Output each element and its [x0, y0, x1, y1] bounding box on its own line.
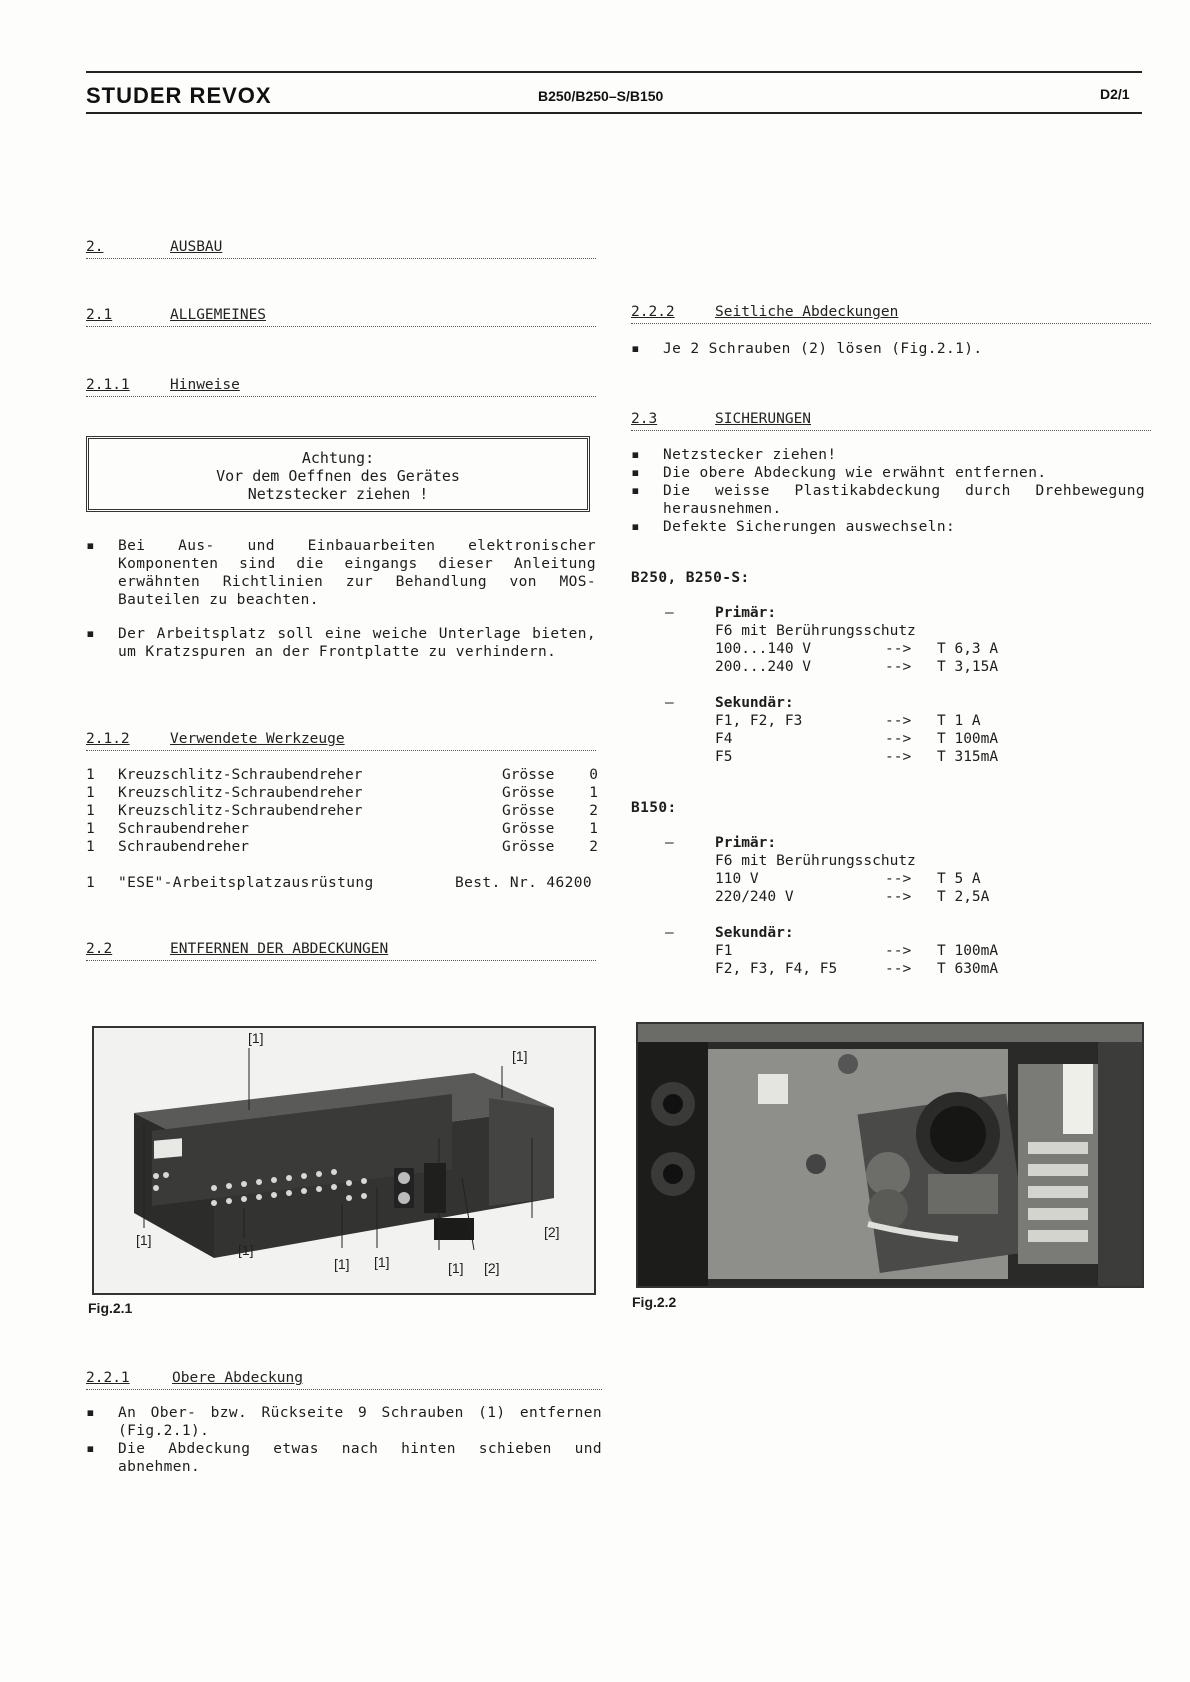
bullet-icon: ▪ [86, 1441, 96, 1457]
callout-label: [1] [448, 1260, 464, 1276]
warning-text: Vor dem Oeffnen des Gerätes [216, 467, 460, 485]
header-rule-bottom [86, 112, 1142, 114]
list-item: ▪ Der Arbeitsplatz soll eine weiche Unterlage bieten, um Kratzspuren an der Frontplatte zu verhindern. [86, 626, 596, 660]
dash-icon: – [665, 925, 674, 941]
figure-2-1 [92, 1026, 596, 1295]
sicherungen-list [631, 446, 1145, 536]
dash-icon: – [665, 695, 674, 711]
fuse-row: 110 V --> T 5 A [715, 871, 981, 887]
dash-icon: – [665, 605, 674, 621]
section-heading-sicherungen [631, 410, 1151, 431]
callout-label: [1] [512, 1048, 528, 1064]
bullet-icon: ▪ [631, 465, 641, 481]
bullet-icon: ▪ [631, 341, 641, 357]
ese-row: 1 "ESE"-Arbeitsplatzausrüstung Best. Nr. 46200 [86, 875, 592, 891]
section-number: 2.2.1 [86, 1370, 130, 1386]
obere-list [86, 1404, 602, 1476]
list-item: ▪ Bei Aus- und Einbauarbeiten elektronischer Komponenten sind die eingangs dieser Anleitung erwähnten Richtlinien zur Behandlung von MOS-Bauteilen zu beachten. [86, 538, 596, 608]
page-number: D2/1 [1100, 86, 1130, 102]
table-row: 1 Kreuzschlitz-Schraubendreher Grösse 2 [86, 803, 598, 819]
amplifier-rear-illustration [94, 1028, 594, 1293]
section-number: 2. [86, 239, 104, 255]
section-heading-obere [86, 1369, 602, 1390]
fuse-row: F1 --> T 100mA [715, 943, 999, 959]
callout-label: [1] [238, 1242, 254, 1258]
table-row: 1 Schraubendreher Grösse 1 [86, 821, 598, 837]
section-title: Verwendete Werkzeuge [170, 731, 345, 747]
fuse-row: F6 mit Berührungsschutz [715, 853, 916, 869]
table-row: 1 Kreuzschlitz-Schraubendreher Grösse 0 [86, 767, 598, 783]
header-rule-top [86, 71, 1142, 73]
fuse-row: F4 --> T 100mA [715, 731, 999, 747]
fuse-row: 100...140 V --> T 6,3 A [715, 641, 999, 657]
spacer [631, 906, 1151, 924]
callout-label: [1] [334, 1256, 350, 1272]
section-number: 2.1.1 [86, 377, 130, 393]
section-heading-seitliche [631, 303, 1151, 324]
section-title: Obere Abdeckung [172, 1370, 303, 1386]
fuse-row: F2, F3, F4, F5 --> T 630mA [715, 961, 999, 977]
section-title: Seitliche Abdeckungen [715, 304, 899, 320]
callout-label: [1] [136, 1232, 152, 1248]
fuse-row: – Sekundär: [665, 925, 794, 941]
list-item: ▪ Je 2 Schrauben (2) lösen (Fig.2.1). [631, 341, 983, 357]
warning-text: Netzstecker ziehen ! [247, 485, 429, 503]
brand-logo: STUDER REVOX [86, 83, 272, 108]
section-title: ENTFERNEN DER ABDECKUNGEN [170, 941, 389, 957]
seitliche-list [631, 340, 1151, 358]
bullet-icon: ▪ [86, 626, 96, 642]
section-heading-ausbau [86, 238, 596, 259]
fuse-row: 200...240 V --> T 3,15A [715, 659, 999, 675]
section-number: 2.1 [86, 307, 113, 323]
section-number: 2.3 [631, 411, 658, 427]
fuse-block-b250 [631, 604, 1151, 766]
spacer [631, 676, 1151, 694]
list-item: ▪ Die obere Abdeckung wie erwähnt entfernen. [631, 465, 1047, 481]
figure-2-2 [636, 1022, 1144, 1288]
callout-label: [1] [248, 1030, 264, 1046]
fuse-compartment-photo [638, 1024, 1142, 1286]
fuse-row: F6 mit Berührungsschutz [715, 623, 916, 639]
section-heading-allgemeines [86, 306, 596, 327]
list-item: ▪ Die Abdeckung etwas nach hinten schieben und abnehmen. [86, 1441, 602, 1475]
bullet-icon: ▪ [86, 538, 96, 554]
table-row: 1 Schraubendreher Grösse 2 [86, 839, 598, 855]
warning-box [86, 436, 590, 512]
section-heading-werkzeuge [86, 730, 596, 751]
hinweise-list [86, 537, 596, 677]
section-number: 2.2.2 [631, 304, 675, 320]
fuse-row: F1, F2, F3 --> T 1 A [715, 713, 981, 729]
list-item: ▪ Netzstecker ziehen! [631, 447, 837, 463]
callout-label: [1] [374, 1254, 390, 1270]
fuse-row: – Primär: [665, 605, 777, 621]
bullet-icon: ▪ [631, 483, 641, 499]
figure-caption: Fig.2.1 [88, 1300, 133, 1316]
warning-title: Achtung: [301, 449, 375, 467]
section-title: ALLGEMEINES [170, 307, 267, 323]
tools-table [86, 766, 598, 856]
section-title: SICHERUNGEN [715, 411, 812, 427]
dash-icon: – [665, 835, 674, 851]
section-number: 2.2 [86, 941, 113, 957]
model-label-b150: B150: [631, 800, 677, 816]
list-item: ▪ Defekte Sicherungen auswechseln: [631, 519, 956, 535]
fuse-row: – Primär: [665, 835, 777, 851]
bullet-icon: ▪ [86, 1405, 96, 1421]
list-item: ▪ Die weisse Plastikabdeckung durch Drehbewegung herausnehmen. [631, 483, 1145, 517]
fuse-block-b150 [631, 834, 1151, 978]
callout-label: [2] [544, 1224, 560, 1240]
model-label-b250: B250, B250-S: [631, 570, 750, 586]
callout-label: [2] [484, 1260, 500, 1276]
section-title: AUSBAU [170, 239, 223, 255]
fuse-row: F5 --> T 315mA [715, 749, 999, 765]
figure-caption: Fig.2.2 [632, 1294, 677, 1310]
table-row: 1 Kreuzschlitz-Schraubendreher Grösse 1 [86, 785, 598, 801]
bullet-icon: ▪ [631, 519, 641, 535]
section-title: Hinweise [170, 377, 240, 393]
section-number: 2.1.2 [86, 731, 130, 747]
section-heading-entfernen [86, 940, 596, 961]
section-heading-hinweise [86, 376, 596, 397]
bullet-icon: ▪ [631, 447, 641, 463]
list-item: ▪ An Ober- bzw. Rückseite 9 Schrauben (1) entfernen (Fig.2.1). [86, 1405, 602, 1439]
fuse-row: 220/240 V --> T 2,5A [715, 889, 990, 905]
model-number: B250/B250–S/B150 [538, 88, 664, 104]
fuse-row: – Sekundär: [665, 695, 794, 711]
